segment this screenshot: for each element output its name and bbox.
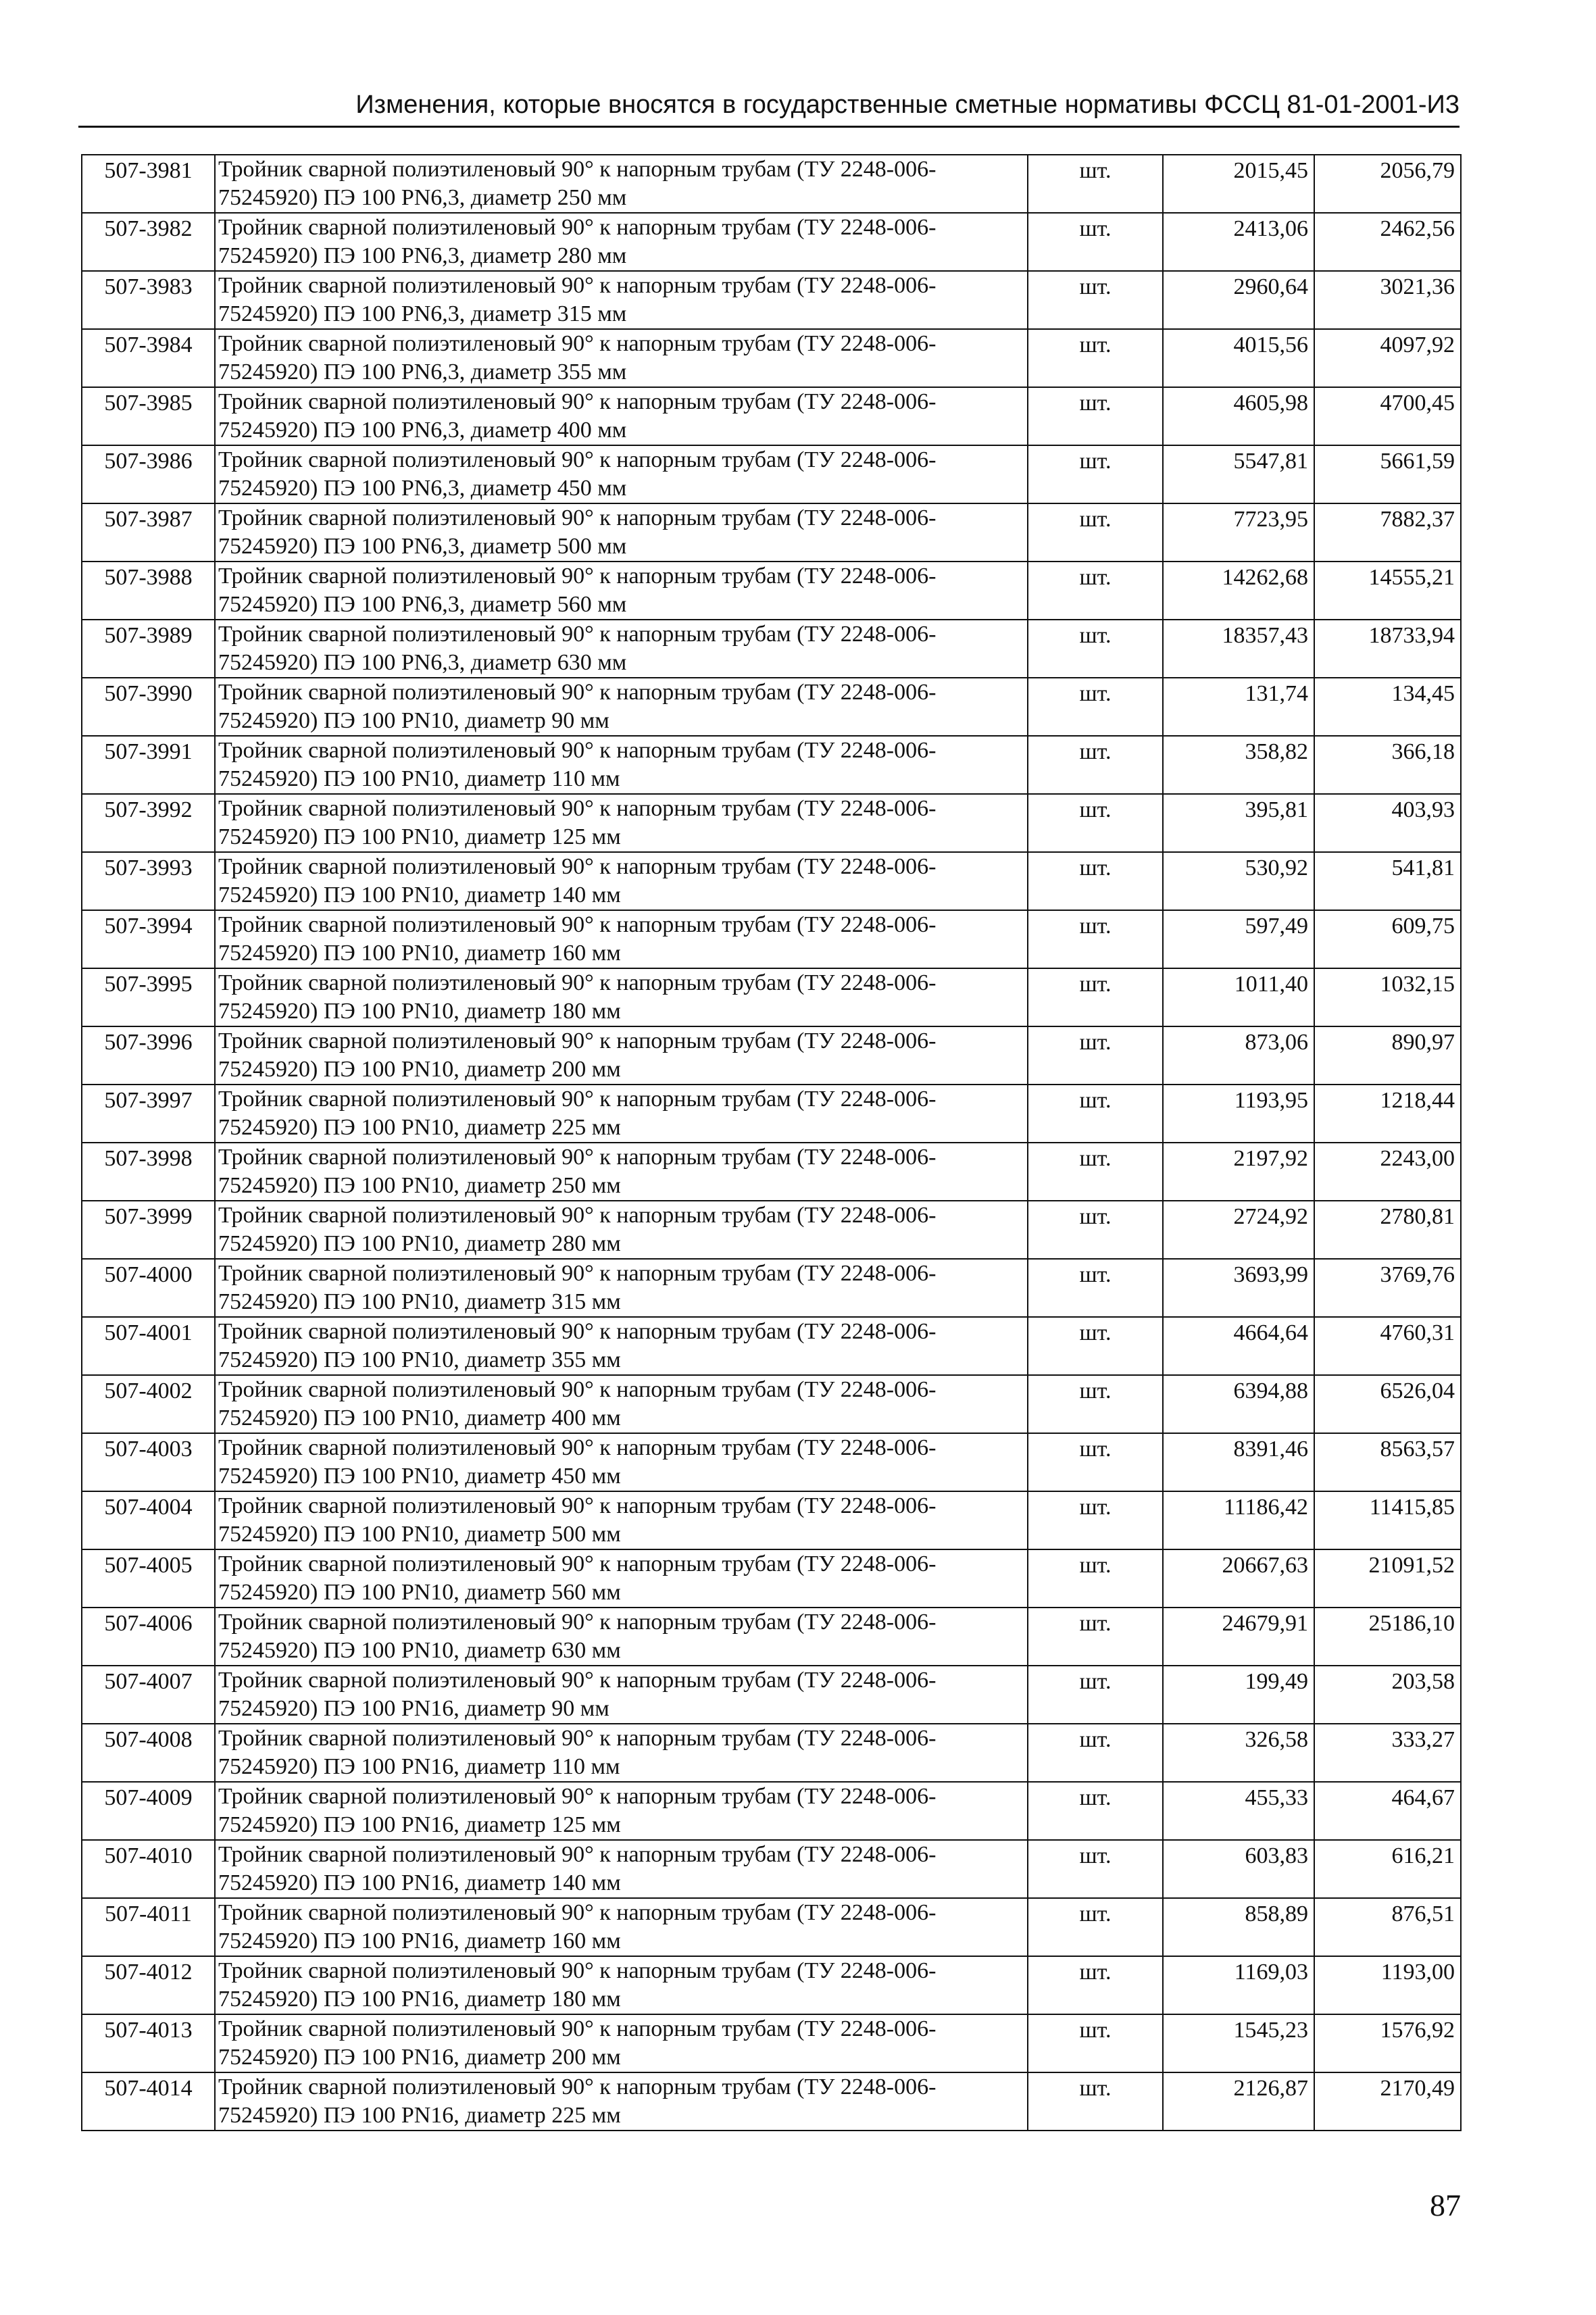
- unit-cell: шт.: [1028, 445, 1163, 503]
- description-line-2: 75245920) ПЭ 100 PN6,3, диаметр 250 мм: [218, 185, 627, 210]
- table-row: [82, 852, 1461, 910]
- price-cell-1: 2126,87: [1163, 2072, 1314, 2131]
- description-cell: [215, 329, 1028, 387]
- resource-code-cell: 507-4000: [82, 1259, 215, 1317]
- resource-code-cell: 507-4012: [82, 1956, 215, 2014]
- price-cell-2: 203,58: [1314, 1666, 1461, 1724]
- resource-code-cell: 507-3987: [82, 503, 215, 562]
- unit-cell: шт.: [1028, 1840, 1163, 1898]
- unit-cell: шт.: [1028, 794, 1163, 852]
- description-line-2: 75245920) ПЭ 100 PN10, диаметр 90 мм: [218, 708, 609, 733]
- price-cell-1: 6394,88: [1163, 1375, 1314, 1433]
- price-cell-1: 7723,95: [1163, 503, 1314, 562]
- price-cell-1: 455,33: [1163, 1782, 1314, 1840]
- table-row: [82, 2072, 1461, 2131]
- description-line-2: 75245920) ПЭ 100 PN10, диаметр 630 мм: [218, 1638, 621, 1663]
- table-row: [82, 155, 1461, 213]
- description-line-1: Тройник сварной полиэтиленовый 90° к напорным трубам (ТУ 2248-006-: [218, 680, 937, 705]
- description-line-2: 75245920) ПЭ 100 PN6,3, диаметр 630 мм: [218, 650, 627, 675]
- price-cell-1: 20667,63: [1163, 1549, 1314, 1608]
- price-cell-2: 1032,15: [1314, 968, 1461, 1026]
- description-line-1: Тройник сварной полиэтиленовый 90° к напорным трубам (ТУ 2248-006-: [218, 1610, 937, 1635]
- table-row: [82, 1608, 1461, 1666]
- unit-cell: шт.: [1028, 503, 1163, 562]
- price-cell-2: 8563,57: [1314, 1433, 1461, 1491]
- price-cell-2: 4760,31: [1314, 1317, 1461, 1375]
- description-cell: [215, 1898, 1028, 1956]
- description-line-1: Тройник сварной полиэтиленовый 90° к напорным трубам (ТУ 2248-006-: [218, 564, 937, 589]
- price-cell-2: 1218,44: [1314, 1085, 1461, 1143]
- description-cell: [215, 1433, 1028, 1491]
- unit-cell: шт.: [1028, 1085, 1163, 1143]
- description-line-1: Тройник сварной полиэтиленовый 90° к напорным трубам (ТУ 2248-006-: [218, 1784, 937, 1809]
- price-cell-2: 6526,04: [1314, 1375, 1461, 1433]
- resource-code-cell: 507-4014: [82, 2072, 215, 2131]
- price-cell-2: 18733,94: [1314, 620, 1461, 678]
- page-number: 87: [1430, 2188, 1461, 2222]
- description-line-2: 75245920) ПЭ 100 PN10, диаметр 560 мм: [218, 1580, 621, 1605]
- price-cell-1: 3693,99: [1163, 1259, 1314, 1317]
- resource-code-cell: 507-3981: [82, 155, 215, 213]
- unit-cell: шт.: [1028, 2014, 1163, 2072]
- unit-cell: шт.: [1028, 1201, 1163, 1259]
- description-line-1: Тройник сварной полиэтиленовый 90° к напорным трубам (ТУ 2248-006-: [218, 1726, 937, 1751]
- resource-code-cell: 507-3991: [82, 736, 215, 794]
- price-table-body: [82, 155, 1461, 2131]
- table-row: [82, 910, 1461, 968]
- table-row: [82, 620, 1461, 678]
- table-row: [82, 968, 1461, 1026]
- price-cell-1: 2960,64: [1163, 271, 1314, 329]
- description-cell: [215, 678, 1028, 736]
- table-row: [82, 1259, 1461, 1317]
- price-cell-2: 134,45: [1314, 678, 1461, 736]
- price-cell-1: 4664,64: [1163, 1317, 1314, 1375]
- price-cell-2: 333,27: [1314, 1724, 1461, 1782]
- price-cell-1: 8391,46: [1163, 1433, 1314, 1491]
- price-cell-2: 890,97: [1314, 1026, 1461, 1085]
- unit-cell: шт.: [1028, 155, 1163, 213]
- description-line-1: Тройник сварной полиэтиленовый 90° к напорным трубам (ТУ 2248-006-: [218, 1551, 937, 1576]
- description-cell: [215, 1375, 1028, 1433]
- description-line-1: Тройник сварной полиэтиленовый 90° к напорным трубам (ТУ 2248-006-: [218, 1435, 937, 1460]
- resource-code-cell: 507-4008: [82, 1724, 215, 1782]
- price-cell-2: 3769,76: [1314, 1259, 1461, 1317]
- price-cell-1: 24679,91: [1163, 1608, 1314, 1666]
- description-line-2: 75245920) ПЭ 100 PN6,3, диаметр 315 мм: [218, 301, 627, 326]
- description-line-2: 75245920) ПЭ 100 PN16, диаметр 125 мм: [218, 1812, 621, 1837]
- resource-code-cell: 507-3992: [82, 794, 215, 852]
- description-cell: [215, 1259, 1028, 1317]
- price-cell-1: 395,81: [1163, 794, 1314, 852]
- price-cell-2: 5661,59: [1314, 445, 1461, 503]
- description-line-2: 75245920) ПЭ 100 PN6,3, диаметр 560 мм: [218, 592, 627, 617]
- unit-cell: шт.: [1028, 271, 1163, 329]
- description-line-2: 75245920) ПЭ 100 PN10, диаметр 160 мм: [218, 941, 621, 966]
- price-cell-2: 21091,52: [1314, 1549, 1461, 1608]
- price-cell-2: 11415,85: [1314, 1491, 1461, 1549]
- unit-cell: шт.: [1028, 1317, 1163, 1375]
- unit-cell: шт.: [1028, 1608, 1163, 1666]
- description-line-1: Тройник сварной полиэтиленовый 90° к напорным трубам (ТУ 2248-006-: [218, 2016, 937, 2041]
- resource-code-cell: 507-4009: [82, 1782, 215, 1840]
- description-cell: [215, 387, 1028, 445]
- price-cell-1: 603,83: [1163, 1840, 1314, 1898]
- resource-code-cell: 507-4013: [82, 2014, 215, 2072]
- description-line-2: 75245920) ПЭ 100 PN16, диаметр 140 мм: [218, 1870, 621, 1895]
- description-line-2: 75245920) ПЭ 100 PN16, диаметр 90 мм: [218, 1696, 609, 1721]
- description-line-1: Тройник сварной полиэтиленовый 90° к напорным трубам (ТУ 2248-006-: [218, 331, 937, 356]
- resource-code-cell: 507-3997: [82, 1085, 215, 1143]
- price-cell-2: 1576,92: [1314, 2014, 1461, 2072]
- price-cell-1: 2413,06: [1163, 213, 1314, 271]
- price-cell-2: 464,67: [1314, 1782, 1461, 1840]
- description-cell: [215, 1026, 1028, 1085]
- description-line-1: Тройник сварной полиэтиленовый 90° к напорным трубам (ТУ 2248-006-: [218, 854, 937, 879]
- unit-cell: шт.: [1028, 1026, 1163, 1085]
- unit-cell: шт.: [1028, 1491, 1163, 1549]
- resource-code-cell: 507-4001: [82, 1317, 215, 1375]
- table-row: [82, 1840, 1461, 1898]
- price-cell-2: 366,18: [1314, 736, 1461, 794]
- price-table: [81, 154, 1462, 2131]
- price-cell-2: 2780,81: [1314, 1201, 1461, 1259]
- price-cell-2: 1193,00: [1314, 1956, 1461, 2014]
- description-line-1: Тройник сварной полиэтиленовый 90° к напорным трубам (ТУ 2248-006-: [218, 389, 937, 414]
- description-line-2: 75245920) ПЭ 100 PN10, диаметр 450 мм: [218, 1464, 621, 1489]
- description-line-1: Тройник сварной полиэтиленовый 90° к напорным трубам (ТУ 2248-006-: [218, 273, 937, 298]
- price-cell-1: 11186,42: [1163, 1491, 1314, 1549]
- table-row: [82, 1026, 1461, 1085]
- price-cell-1: 1545,23: [1163, 2014, 1314, 2072]
- description-line-2: 75245920) ПЭ 100 PN6,3, диаметр 280 мм: [218, 243, 627, 268]
- description-cell: [215, 2014, 1028, 2072]
- table-row: [82, 503, 1461, 562]
- description-line-2: 75245920) ПЭ 100 PN6,3, диаметр 500 мм: [218, 534, 627, 559]
- description-cell: [215, 1549, 1028, 1608]
- price-cell-1: 326,58: [1163, 1724, 1314, 1782]
- description-line-2: 75245920) ПЭ 100 PN16, диаметр 200 мм: [218, 2045, 621, 2070]
- table-row: [82, 794, 1461, 852]
- table-row: [82, 1491, 1461, 1549]
- description-line-1: Тройник сварной полиэтиленовый 90° к напорным трубам (ТУ 2248-006-: [218, 1958, 937, 1983]
- description-cell: [215, 1956, 1028, 2014]
- description-line-1: Тройник сварной полиэтиленовый 90° к напорным трубам (ТУ 2248-006-: [218, 1203, 937, 1228]
- resource-code-cell: 507-4002: [82, 1375, 215, 1433]
- description-cell: [215, 852, 1028, 910]
- description-line-1: Тройник сварной полиэтиленовый 90° к напорным трубам (ТУ 2248-006-: [218, 1028, 937, 1053]
- description-line-2: 75245920) ПЭ 100 PN10, диаметр 110 мм: [218, 766, 620, 791]
- resource-code-cell: 507-4004: [82, 1491, 215, 1549]
- description-line-1: Тройник сварной полиэтиленовый 90° к напорным трубам (ТУ 2248-006-: [218, 622, 937, 647]
- table-row: [82, 1375, 1461, 1433]
- description-line-1: Тройник сварной полиэтиленовый 90° к напорным трубам (ТУ 2248-006-: [218, 505, 937, 530]
- resource-code-cell: 507-3988: [82, 562, 215, 620]
- resource-code-cell: 507-4003: [82, 1433, 215, 1491]
- description-line-1: Тройник сварной полиэтиленовый 90° к напорным трубам (ТУ 2248-006-: [218, 970, 937, 995]
- unit-cell: шт.: [1028, 1956, 1163, 2014]
- table-row: [82, 445, 1461, 503]
- price-cell-2: 4700,45: [1314, 387, 1461, 445]
- description-cell: [215, 1724, 1028, 1782]
- description-line-1: Тройник сварной полиэтиленовый 90° к напорным трубам (ТУ 2248-006-: [218, 215, 937, 240]
- description-cell: [215, 213, 1028, 271]
- price-cell-2: 2056,79: [1314, 155, 1461, 213]
- unit-cell: шт.: [1028, 562, 1163, 620]
- unit-cell: шт.: [1028, 387, 1163, 445]
- table-row: [82, 1549, 1461, 1608]
- description-cell: [215, 503, 1028, 562]
- description-cell: [215, 271, 1028, 329]
- description-cell: [215, 736, 1028, 794]
- price-cell-2: 14555,21: [1314, 562, 1461, 620]
- price-cell-1: 1169,03: [1163, 1956, 1314, 2014]
- unit-cell: шт.: [1028, 1259, 1163, 1317]
- description-line-2: 75245920) ПЭ 100 PN10, диаметр 400 мм: [218, 1405, 621, 1430]
- resource-code-cell: 507-3990: [82, 678, 215, 736]
- description-cell: [215, 1317, 1028, 1375]
- description-line-2: 75245920) ПЭ 100 PN6,3, диаметр 400 мм: [218, 418, 627, 443]
- resource-code-cell: 507-3982: [82, 213, 215, 271]
- description-line-2: 75245920) ПЭ 100 PN6,3, диаметр 450 мм: [218, 476, 627, 501]
- price-cell-2: 2243,00: [1314, 1143, 1461, 1201]
- unit-cell: шт.: [1028, 1898, 1163, 1956]
- description-line-2: 75245920) ПЭ 100 PN10, диаметр 180 мм: [218, 999, 621, 1024]
- unit-cell: шт.: [1028, 1433, 1163, 1491]
- price-cell-1: 597,49: [1163, 910, 1314, 968]
- table-row: [82, 678, 1461, 736]
- description-line-2: 75245920) ПЭ 100 PN10, диаметр 500 мм: [218, 1522, 621, 1547]
- price-cell-2: 25186,10: [1314, 1608, 1461, 1666]
- description-cell: [215, 1608, 1028, 1666]
- table-row: [82, 1898, 1461, 1956]
- description-line-1: Тройник сварной полиэтиленовый 90° к напорным трубам (ТУ 2248-006-: [218, 447, 937, 472]
- price-cell-1: 2197,92: [1163, 1143, 1314, 1201]
- description-cell: [215, 620, 1028, 678]
- price-cell-1: 2724,92: [1163, 1201, 1314, 1259]
- description-line-1: Тройник сварной полиэтиленовый 90° к напорным трубам (ТУ 2248-006-: [218, 1087, 937, 1112]
- description-line-2: 75245920) ПЭ 100 PN6,3, диаметр 355 мм: [218, 359, 627, 384]
- table-row: [82, 1782, 1461, 1840]
- price-cell-1: 873,06: [1163, 1026, 1314, 1085]
- price-cell-1: 18357,43: [1163, 620, 1314, 678]
- description-line-2: 75245920) ПЭ 100 PN10, диаметр 140 мм: [218, 882, 621, 907]
- resource-code-cell: 507-4006: [82, 1608, 215, 1666]
- table-row: [82, 1433, 1461, 1491]
- description-line-1: Тройник сварной полиэтиленовый 90° к напорным трубам (ТУ 2248-006-: [218, 1145, 937, 1170]
- table-row: [82, 562, 1461, 620]
- table-row: [82, 1666, 1461, 1724]
- price-cell-2: 876,51: [1314, 1898, 1461, 1956]
- description-line-1: Тройник сварной полиэтиленовый 90° к напорным трубам (ТУ 2248-006-: [218, 1668, 937, 1693]
- description-line-1: Тройник сварной полиэтиленовый 90° к напорным трубам (ТУ 2248-006-: [218, 1842, 937, 1867]
- description-line-2: 75245920) ПЭ 100 PN10, диаметр 200 мм: [218, 1057, 621, 1082]
- page-header: Изменения, которые вносятся в государственные сметные нормативы ФССЦ 81-01-2001-И3: [355, 91, 1460, 119]
- unit-cell: шт.: [1028, 678, 1163, 736]
- unit-cell: шт.: [1028, 2072, 1163, 2131]
- unit-cell: шт.: [1028, 968, 1163, 1026]
- description-cell: [215, 1491, 1028, 1549]
- table-row: [82, 2014, 1461, 2072]
- resource-code-cell: 507-3984: [82, 329, 215, 387]
- price-cell-1: 858,89: [1163, 1898, 1314, 1956]
- resource-code-cell: 507-3989: [82, 620, 215, 678]
- table-row: [82, 271, 1461, 329]
- resource-code-cell: 507-4011: [82, 1898, 215, 1956]
- unit-cell: шт.: [1028, 736, 1163, 794]
- description-cell: [215, 1782, 1028, 1840]
- description-line-2: 75245920) ПЭ 100 PN10, диаметр 280 мм: [218, 1231, 621, 1256]
- resource-code-cell: 507-3999: [82, 1201, 215, 1259]
- resource-code-cell: 507-3995: [82, 968, 215, 1026]
- description-line-2: 75245920) ПЭ 100 PN10, диаметр 315 мм: [218, 1289, 621, 1314]
- price-cell-1: 199,49: [1163, 1666, 1314, 1724]
- price-cell-1: 5547,81: [1163, 445, 1314, 503]
- resource-code-cell: 507-3985: [82, 387, 215, 445]
- unit-cell: шт.: [1028, 1724, 1163, 1782]
- table-row: [82, 329, 1461, 387]
- description-line-2: 75245920) ПЭ 100 PN10, диаметр 225 мм: [218, 1115, 621, 1140]
- resource-code-cell: 507-3994: [82, 910, 215, 968]
- resource-code-cell: 507-3983: [82, 271, 215, 329]
- description-line-1: Тройник сварной полиэтиленовый 90° к напорным трубам (ТУ 2248-006-: [218, 1493, 937, 1518]
- unit-cell: шт.: [1028, 329, 1163, 387]
- description-line-2: 75245920) ПЭ 100 PN16, диаметр 110 мм: [218, 1754, 620, 1779]
- price-cell-2: 609,75: [1314, 910, 1461, 968]
- price-cell-1: 4015,56: [1163, 329, 1314, 387]
- resource-code-cell: 507-3996: [82, 1026, 215, 1085]
- table-row: [82, 1085, 1461, 1143]
- description-line-2: 75245920) ПЭ 100 PN10, диаметр 355 мм: [218, 1347, 621, 1372]
- description-cell: [215, 1143, 1028, 1201]
- price-cell-1: 530,92: [1163, 852, 1314, 910]
- unit-cell: шт.: [1028, 852, 1163, 910]
- price-cell-1: 14262,68: [1163, 562, 1314, 620]
- resource-code-cell: 507-4005: [82, 1549, 215, 1608]
- description-line-1: Тройник сварной полиэтиленовый 90° к напорным трубам (ТУ 2248-006-: [218, 1319, 937, 1344]
- description-cell: [215, 1840, 1028, 1898]
- description-cell: [215, 1201, 1028, 1259]
- price-cell-2: 7882,37: [1314, 503, 1461, 562]
- unit-cell: шт.: [1028, 1375, 1163, 1433]
- price-cell-1: 1193,95: [1163, 1085, 1314, 1143]
- table-row: [82, 1724, 1461, 1782]
- price-cell-1: 1011,40: [1163, 968, 1314, 1026]
- description-cell: [215, 445, 1028, 503]
- table-row: [82, 387, 1461, 445]
- description-line-1: Тройник сварной полиэтиленовый 90° к напорным трубам (ТУ 2248-006-: [218, 796, 937, 821]
- price-cell-1: 4605,98: [1163, 387, 1314, 445]
- description-line-2: 75245920) ПЭ 100 PN10, диаметр 125 мм: [218, 824, 621, 849]
- table-row: [82, 213, 1461, 271]
- description-line-1: Тройник сварной полиэтиленовый 90° к напорным трубам (ТУ 2248-006-: [218, 2074, 937, 2099]
- price-cell-1: 131,74: [1163, 678, 1314, 736]
- unit-cell: шт.: [1028, 1549, 1163, 1608]
- price-cell-2: 541,81: [1314, 852, 1461, 910]
- description-line-1: Тройник сварной полиэтиленовый 90° к напорным трубам (ТУ 2248-006-: [218, 1900, 937, 1925]
- price-cell-2: 4097,92: [1314, 329, 1461, 387]
- table-row: [82, 1317, 1461, 1375]
- description-cell: [215, 910, 1028, 968]
- price-cell-2: 3021,36: [1314, 271, 1461, 329]
- table-row: [82, 1956, 1461, 2014]
- resource-code-cell: 507-4010: [82, 1840, 215, 1898]
- description-cell: [215, 968, 1028, 1026]
- unit-cell: шт.: [1028, 1666, 1163, 1724]
- description-line-2: 75245920) ПЭ 100 PN10, диаметр 250 мм: [218, 1173, 621, 1198]
- unit-cell: шт.: [1028, 1782, 1163, 1840]
- description-line-1: Тройник сварной полиэтиленовый 90° к напорным трубам (ТУ 2248-006-: [218, 157, 937, 182]
- description-cell: [215, 1666, 1028, 1724]
- description-line-1: Тройник сварной полиэтиленовый 90° к напорным трубам (ТУ 2248-006-: [218, 1377, 937, 1402]
- unit-cell: шт.: [1028, 620, 1163, 678]
- table-row: [82, 1143, 1461, 1201]
- description-cell: [215, 155, 1028, 213]
- description-cell: [215, 1085, 1028, 1143]
- price-cell-2: 2170,49: [1314, 2072, 1461, 2131]
- price-cell-2: 403,93: [1314, 794, 1461, 852]
- resource-code-cell: 507-3998: [82, 1143, 215, 1201]
- description-line-2: 75245920) ПЭ 100 PN16, диаметр 180 мм: [218, 1987, 621, 2012]
- description-cell: [215, 562, 1028, 620]
- header-rule: [78, 126, 1460, 128]
- description-cell: [215, 794, 1028, 852]
- description-line-1: Тройник сварной полиэтиленовый 90° к напорным трубам (ТУ 2248-006-: [218, 912, 937, 937]
- price-cell-1: 2015,45: [1163, 155, 1314, 213]
- table-row: [82, 736, 1461, 794]
- resource-code-cell: 507-3993: [82, 852, 215, 910]
- unit-cell: шт.: [1028, 213, 1163, 271]
- resource-code-cell: 507-4007: [82, 1666, 215, 1724]
- price-cell-2: 616,21: [1314, 1840, 1461, 1898]
- price-cell-1: 358,82: [1163, 736, 1314, 794]
- description-cell: [215, 2072, 1028, 2131]
- description-line-1: Тройник сварной полиэтиленовый 90° к напорным трубам (ТУ 2248-006-: [218, 1261, 937, 1286]
- price-cell-2: 2462,56: [1314, 213, 1461, 271]
- unit-cell: шт.: [1028, 1143, 1163, 1201]
- unit-cell: шт.: [1028, 910, 1163, 968]
- table-row: [82, 1201, 1461, 1259]
- description-line-2: 75245920) ПЭ 100 PN16, диаметр 160 мм: [218, 1928, 621, 1953]
- resource-code-cell: 507-3986: [82, 445, 215, 503]
- description-line-2: 75245920) ПЭ 100 PN16, диаметр 225 мм: [218, 2103, 621, 2128]
- description-line-1: Тройник сварной полиэтиленовый 90° к напорным трубам (ТУ 2248-006-: [218, 738, 937, 763]
